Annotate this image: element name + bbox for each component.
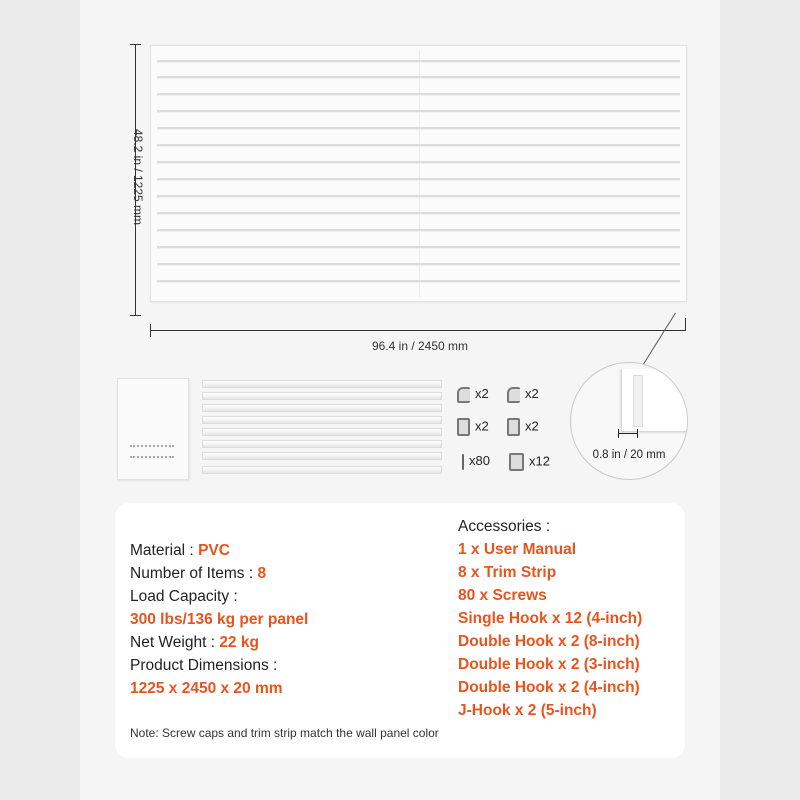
panel-slot xyxy=(157,127,680,130)
spec-material: Material : PVC xyxy=(130,542,230,559)
accessory-item: Double Hook x 2 (8-inch) xyxy=(458,633,640,650)
trim-strip xyxy=(202,380,442,388)
accessory-item: Double Hook x 2 (4-inch) xyxy=(458,679,640,696)
panel-slot xyxy=(157,93,680,96)
accessory-item: Single Hook x 12 (4-inch) xyxy=(458,610,643,627)
accessory-item: J-Hook x 2 (5-inch) xyxy=(458,702,597,719)
double-hook-icon xyxy=(507,418,520,436)
accessory-item: 8 x Trim Strip xyxy=(458,564,557,581)
zoom-panel-corner xyxy=(621,369,688,432)
trim-strip xyxy=(202,392,442,400)
panel-slot xyxy=(157,212,680,215)
j-hook-icon xyxy=(457,387,470,403)
panel-slot xyxy=(157,76,680,79)
spec-load-label: Load Capacity : xyxy=(130,588,238,605)
trim-strip xyxy=(202,440,442,448)
double-hook-icon xyxy=(507,387,520,403)
trim-strip xyxy=(202,466,442,474)
hardware-item xyxy=(509,453,550,471)
hardware-item xyxy=(507,418,539,436)
panel-slot xyxy=(157,178,680,181)
panel-slot xyxy=(157,280,680,283)
panel-slot xyxy=(157,246,680,249)
hardware-item xyxy=(507,386,539,403)
hardware-item xyxy=(462,453,490,470)
spec-load-value: 300 lbs/136 kg per panel xyxy=(130,611,309,628)
thickness-dimension-line xyxy=(618,433,638,434)
hardware-qty: x2 xyxy=(475,386,489,401)
accessory-item: Double Hook x 2 (3-inch) xyxy=(458,656,640,673)
width-dimension-cap xyxy=(685,318,686,331)
accessories-list xyxy=(458,515,678,722)
panel-slot xyxy=(157,229,680,232)
hardware-qty: x12 xyxy=(529,453,550,469)
footnote: Note: Screw caps and trim strip match the wall panel color xyxy=(130,726,439,740)
spec-dims-label: Product Dimensions : xyxy=(130,657,278,674)
trim-strip xyxy=(202,404,442,412)
panel-slot xyxy=(157,144,680,147)
accessory-item: 1 x User Manual xyxy=(458,541,577,558)
spec-list xyxy=(130,539,450,700)
panel-slot xyxy=(157,60,680,63)
panel-slot xyxy=(157,161,680,164)
slatwall-panel xyxy=(150,45,687,302)
hardware-qty: x2 xyxy=(525,418,539,434)
hardware-qty: x80 xyxy=(469,453,490,468)
hardware-item xyxy=(457,386,489,403)
manual-logo-icon xyxy=(130,445,174,458)
panel-slot xyxy=(157,110,680,113)
height-dimension-cap xyxy=(130,44,141,45)
panel-slot xyxy=(157,195,680,198)
hardware-qty: x2 xyxy=(525,386,539,401)
hardware-qty: x2 xyxy=(475,418,489,434)
trim-strip xyxy=(202,416,442,424)
double-hook-icon xyxy=(457,418,470,436)
panel-slot xyxy=(157,263,680,266)
trim-strip xyxy=(202,452,442,460)
single-hook-icon xyxy=(509,453,524,471)
spec-weight: Net Weight : 22 kg xyxy=(130,634,259,651)
width-dimension-cap xyxy=(150,324,151,337)
accessory-item: 80 x Screws xyxy=(458,587,547,604)
accessories-title: Accessories : xyxy=(458,518,551,535)
spec-items: Number of Items : 8 xyxy=(130,565,267,582)
height-dimension-label: 48.2 in / 1225 mm xyxy=(131,128,145,226)
zoom-panel-edge xyxy=(633,375,643,427)
user-manual-image xyxy=(117,378,189,480)
height-dimension-cap xyxy=(130,315,141,316)
panel-seam xyxy=(419,50,420,297)
screw-icon xyxy=(462,454,464,470)
width-dimension-label: 96.4 in / 2450 mm xyxy=(371,339,469,353)
trim-strips-image xyxy=(202,380,442,478)
spec-dims-value: 1225 x 2450 x 20 mm xyxy=(130,680,283,697)
thickness-zoom-circle xyxy=(570,362,688,480)
spec-card xyxy=(115,503,685,758)
width-dimension-line xyxy=(150,330,685,331)
thickness-dimension-label: 0.8 in / 20 mm xyxy=(592,449,666,461)
hardware-item xyxy=(457,418,489,436)
trim-strip xyxy=(202,428,442,436)
